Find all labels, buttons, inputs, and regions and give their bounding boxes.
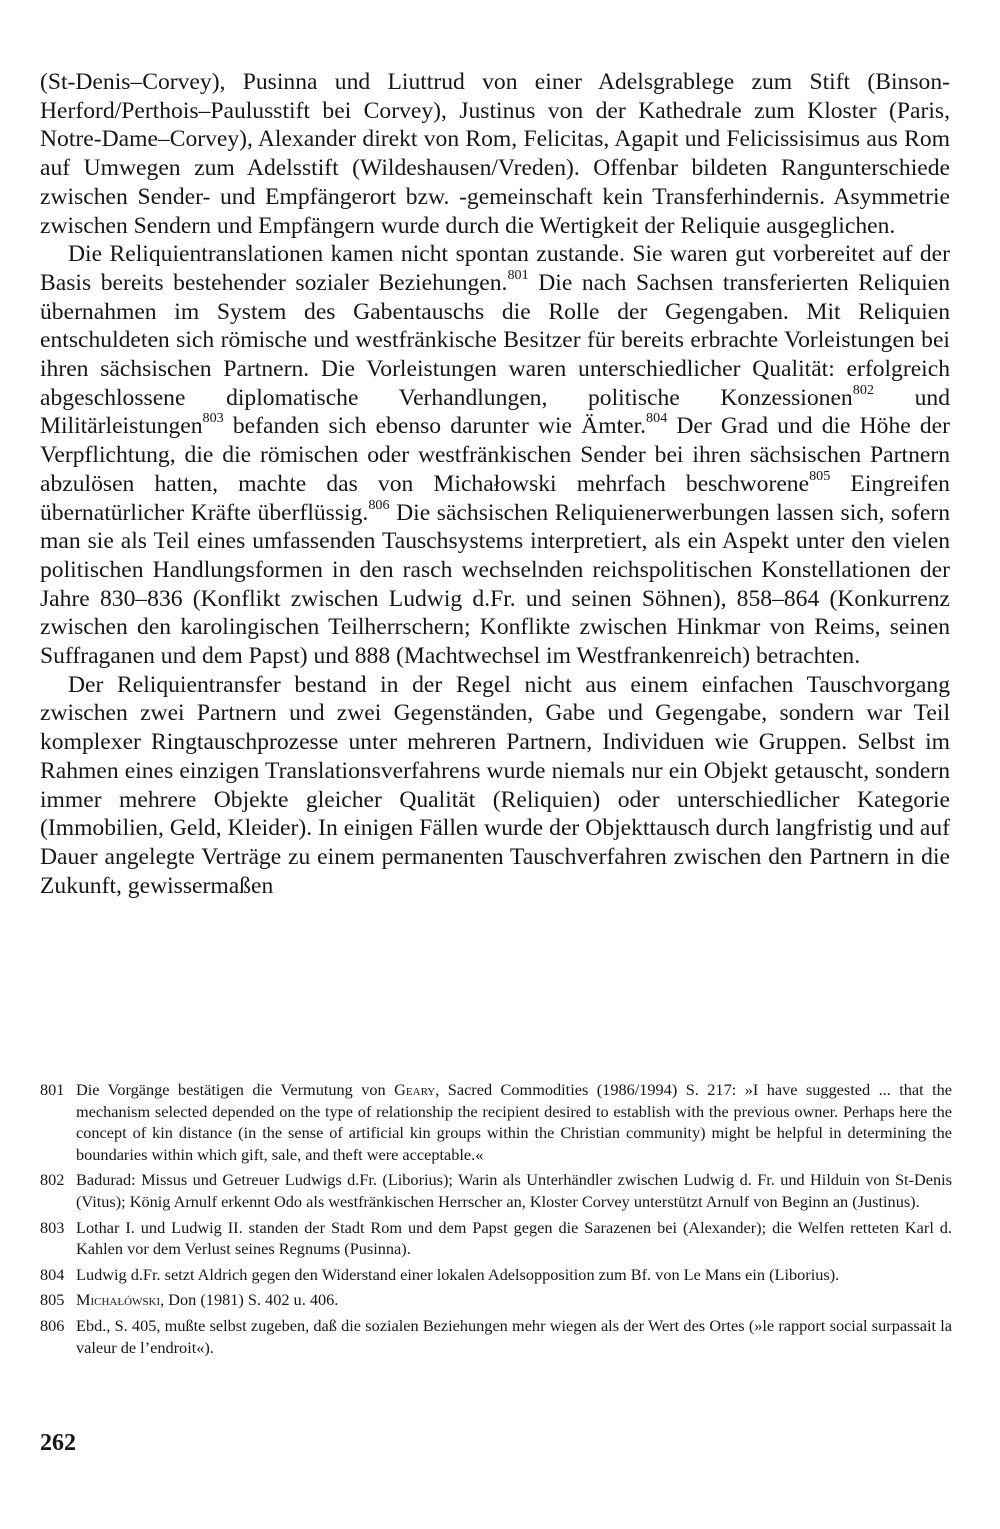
text-run: befanden sich ebenso darunter wie Ämter. [223,413,647,440]
footnote-ref: 803 [202,410,224,427]
text-run: Ludwig d.Fr. setzt Aldrich gegen den Widerstand einer lokalen Adelsopposition zum Bf. von Le Mans ein (Liborius). [76,1264,840,1284]
text-run: Lothar I. und Ludwig II. standen der Stadt Rom und dem Papst gegen die Sarazenen bei (Alexander); die Welfen retteten Karl d. Kahlen vor dem Verlust seines Regnums (Pusinna). [76,1217,952,1259]
footnote-number: 801 [40,1080,65,1099]
text-run: Badurad: Missus und Getreuer Ludwigs d.Fr. (Liborius); Warin als Unterhändler zwischen Ludwig d. Fr. und Hilduin von St-Denis (Vitus); König Arnulf erkennt Odo als westfränkischen Herrscher an, Kloster Corvey unterstützt Arnulf von Beginn an (Justinus). [76,1170,952,1211]
footnote-number: 804 [40,1264,65,1284]
text-run: , Sacred Commodities (1986/1994) S. 217: »I have suggested ... that the mechanism selected depended on the type of relationship the recipient desired to establish with the previous owner. Perhaps here the concept of kin distance (in the sense of artificial kin groups within the Christian community) might be helpful in determining the boundaries within which gift, sale, and theft were acceptable.« [76,1080,953,1164]
footnote-number: 805 [40,1290,65,1310]
text-run: Die Reliquientranslationen kamen nicht spontan zustande. Sie waren gut vorbereitet auf der Basis bereits bestehender sozialer Beziehungen. [40,241,950,296]
footnote [40,1079,952,1165]
footnote-text [76,1265,839,1284]
footnote-ref: 806 [368,496,390,513]
page-number: 262 [40,1430,76,1456]
footnote-number: 802 [40,1170,65,1190]
author-name: Geary [394,1080,436,1099]
text-run: (St-Denis–Corvey), Pusinna und Liuttrud von einer Adelsgrablege zum Stift (Binson-Herford/Perthois–Paulusstift bei Corvey), Justinus von der Kathedrale zum Kloster (Paris, Notre-Dame–Corvey), Alexander direkt von Rom, Felicitas, Agapit und Felicissisimus aus Rom auf Umwegen zum Adelsstift (Wildeshausen/Vreden). Offenbar bildeten Rangunterschiede zwischen Sender- und Empfängerort bzw. -gemeinschaft kein Transferhindernis. Asymmetrie zwischen Sendern und Empfängern wurde durch die Wertigkeit der Reliquie ausgeglichen. [40,69,950,239]
body-text [40,68,950,900]
footnote [40,1169,952,1212]
footnote-number: 806 [40,1315,65,1335]
footnote [40,1315,952,1358]
paragraph [40,68,950,240]
footnote-number: 803 [40,1217,65,1237]
text-run: Die sächsischen Reliquienerwerbungen lassen sich, sofern man sie als Teil eines umfassenden Tauschsystems interpretiert, als ein Aspekt unter den vielen politischen Handlungsformen in den rasch wechselnden reichspolitischen Konstellationen der Jahre 830–836 (Konflikt zwischen Ludwig d.Fr. und seinen Söhnen), 858–864 (Konkurrenz zwischen den karolingischen Teilherrschern; Konflikte zwischen Hinkmar von Reims, seinen Suffraganen und dem Papst) und 888 (Machtwechsel im Westfrankenreich) betrachten. [40,499,950,670]
footnote-text [76,1316,952,1357]
author-name: Michałówski [76,1290,161,1310]
footnote-ref: 805 [809,467,831,484]
paragraph [40,671,950,901]
text-run: Ebd., S. 405, mußte selbst zugeben, daß die sozialen Beziehungen mehr wiegen als der Wert des Ortes (»le rapport social surpassait la valeur de l’endroit«). [76,1315,952,1357]
footnote [40,1217,952,1260]
footnote-text [76,1218,952,1259]
text-run: und Militärleistungen [40,384,950,440]
footnote-ref: 801 [507,266,529,283]
footnotes [40,1079,952,1362]
footnote [40,1264,952,1286]
footnote [40,1289,952,1311]
text-run: Die nach Sachsen transferierten Reliquien übernahmen im System des Gabentauschs die Rolle der Gegengaben. Mit Reliquien entschuldeten sich römische und westfränkische Besitzer für bereits erbrachte Vorleistungen bei ihren sächsischen Partnern. Die Vorleistungen waren unterschiedlicher Qualität: erfolgreich abgeschlossene diplomatische Verhandlungen, politische Konzessionen [40,269,950,411]
text-run: , Don (1981) S. 402 u. 406. [160,1290,339,1310]
footnote-text [76,1290,338,1309]
footnote-text [76,1170,952,1211]
text-run: Der Grad und die Höhe der Verpflichtung, die die römischen oder westfränkischen Sender bei ihren sächsischen Partnern abzulösen hatten, machte das von Michałowski mehrfach beschworene [40,413,950,497]
text-run: Der Reliquientransfer bestand in der Regel nicht aus einem einfachen Tauschvorgang zwischen zwei Partnern und zwei Gegenständen, Gabe und Gegengabe, sondern war Teil komplexer Ringtauschprozesse unter mehreren Partnern, Individuen wie Gruppen. Selbst im Rahmen eines einzigen Translationsverfahrens wurde niemals nur ein Objekt getauscht, sondern immer mehrere Objekte gleicher Qualität (Reliquien) oder unterschiedlicher Kategorie (Immobilien, Geld, Kleider). In einigen Fällen wurde der Objekttausch durch langfristig und auf Dauer angelegte Verträge zu einem permanenten Tauschverfahren zwischen den Partnern in die Zukunft, gewissermaßen [40,671,950,899]
footnote-text [76,1080,952,1164]
text-run: Eingreifen übernatürlicher Kräfte überflüssig. [40,470,950,526]
text-run: Die Vorgänge bestätigen die Vermutung von [76,1080,395,1099]
paragraph [40,240,950,671]
footnote-ref: 804 [646,410,668,427]
footnote-ref: 802 [852,381,874,398]
